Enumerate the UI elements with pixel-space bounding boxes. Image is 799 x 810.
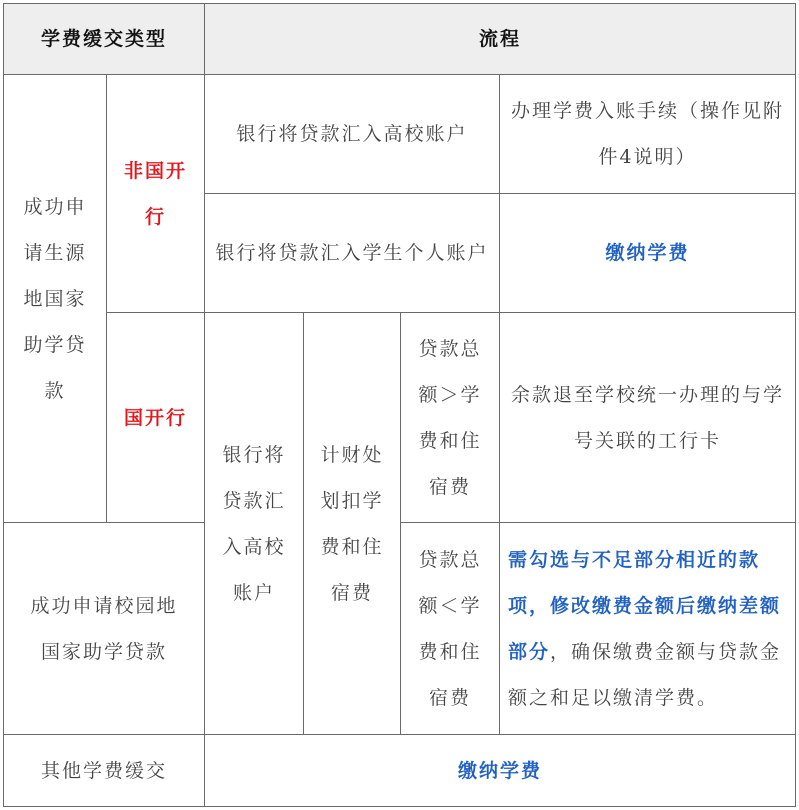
handle-entry-label: 办理学费入账手续（操作见附件4说明）	[510, 100, 784, 168]
refund-balance-label: 余款退至学校统一办理的与学号关联的工行卡	[510, 383, 784, 452]
other-defer-cell	[3, 734, 205, 807]
select-hint-bold: 需勾选与不足部分相近的款项，修改缴费金额后缴纳差额部分	[508, 548, 782, 663]
pay-fee-label-1: 缴纳学费	[605, 242, 690, 264]
refund-balance-cell	[499, 312, 796, 523]
loan-greater-cell	[400, 312, 500, 523]
bank-to-school-label-2: 银行将贷款汇入高校账户	[222, 443, 286, 604]
non-cdb-cell	[106, 74, 205, 313]
select-hint-rest: ，确保缴费金额与贷款金额之和足以缴清学费。	[508, 640, 782, 709]
bank-to-school-cell-2	[204, 312, 304, 735]
select-hint-cell	[499, 522, 796, 735]
origin-loan-label: 成功申请生源地国家助学贷款	[23, 195, 87, 402]
origin-loan-cell	[3, 74, 107, 523]
finance-deduct-cell	[303, 312, 401, 735]
pay-fee-cell-1	[499, 193, 796, 313]
pay-fee-label-2: 缴纳学费	[457, 759, 542, 782]
bank-to-student-label: 银行将贷款汇入学生个人账户	[215, 242, 489, 264]
header-process-label: 流程	[478, 28, 521, 50]
bank-to-school-label-1: 银行将贷款汇入高校账户	[236, 123, 468, 145]
bank-to-student-cell	[204, 193, 500, 313]
bank-to-school-cell-1	[204, 74, 500, 194]
cdb-cell	[106, 312, 205, 523]
header-process-column	[204, 3, 796, 75]
header-type-column	[3, 3, 205, 75]
handle-entry-cell	[499, 74, 796, 194]
cdb-label: 国开行	[123, 406, 187, 429]
loan-greater-label: 贷款总额＞学费和住宿费	[418, 337, 482, 498]
loan-less-cell	[400, 522, 500, 735]
select-hint-text	[508, 537, 787, 721]
campus-loan-label: 成功申请校园地国家助学贷款	[30, 594, 178, 663]
other-defer-label: 其他学费缓交	[40, 759, 167, 782]
pay-fee-cell-2	[204, 734, 796, 807]
finance-deduct-label: 计财处划扣学费和住宿费	[320, 443, 384, 604]
campus-loan-cell	[3, 522, 205, 735]
non-cdb-label: 非国开行	[123, 159, 187, 228]
header-type-label: 学费缓交类型	[40, 28, 167, 50]
loan-less-label: 贷款总额＜学费和住宿费	[418, 548, 482, 709]
